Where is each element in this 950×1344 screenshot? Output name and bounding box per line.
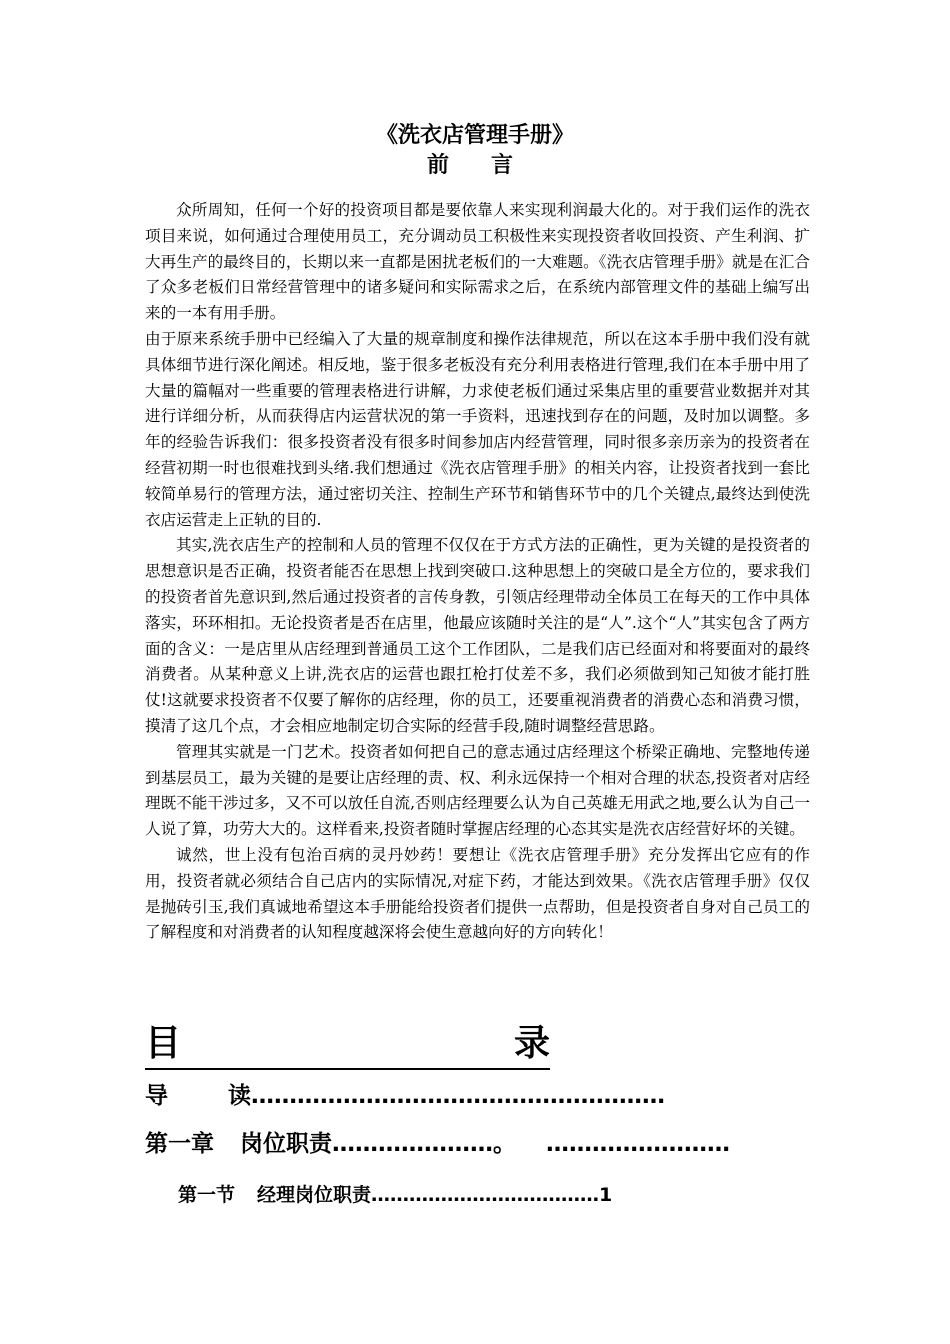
preface-body	[145, 198, 810, 946]
toc-heading-left: 目	[145, 1023, 182, 1064]
toc-leader: ……………………	[546, 1131, 730, 1157]
paragraph: 众所周知，任何一个好的投资项目都是要依靠人来实现利润最大化的。对于我们运作的洗衣项目来说，如何通过合理使用员工，充分调动员工积极性来实现投资者收回投资、产生利润、扩大再生产的最终目的，长期以来一直都是困扰老板们的一大难题。《洗衣店管理手册》就是在汇合了众多老板们日常经营管理中的诸多疑问和实际需求之后，在系统内部管理文件的基础上编写出来的一本有用手册。	[145, 201, 810, 323]
toc-leader: ………………………………………………	[251, 1083, 665, 1109]
toc-heading	[145, 1022, 550, 1070]
toc-page-number: 1	[599, 1184, 613, 1206]
toc-label: 第一章	[145, 1131, 214, 1157]
document-title: 《洗衣店管理手册》	[375, 122, 574, 148]
preface-heading: 前 言	[426, 152, 523, 178]
toc-heading-right: 录	[513, 1023, 550, 1064]
paragraph: 其实,洗衣店生产的控制和人员的管理不仅仅在于方式方法的正确性，更为关键的是投资者的思想意识是否正确，投资者能否在思想上找到突破口.这种思想上的突破口是全方位的，要求我们的投资者首先意识到,然后通过投资者的言传身教，引领店经理带动全体员工在每天的工作中具体落实，环环相扣。无论投资者是否在店里，他最应该随时关注的是“人”.这个“人”其实包含了两方面的含义：一是店里从店经理到普通员工这个工作团队，二是我们店已经面对和将要面对的最终消费者。从某种意义上讲,洗衣店的运营也跟扛枪打仗差不多，我们必须做到知己知彼才能打胜仗!这就要求投资者不仅要了解你的店经理，你的员工，还要重视消费者的消费心态和消费习惯，摸清了这几个点，才会相应地制定切合实际的经营手段,随时调整经营思路。	[145, 536, 810, 735]
toc-leader: …………………。	[332, 1131, 516, 1157]
toc-entry-section-1[interactable]	[178, 1180, 612, 1210]
paragraph: 诚然，世上没有包治百病的灵丹妙药！要想让《洗衣店管理手册》充分发挥出它应有的作用，投资者就必须结合自己店内的实际情况,对症下药，才能达到效果。《洗衣店管理手册》仅仅是抛砖引玉,我们真诚地希望这本手册能给投资者们提供一点帮助，但是投资者自身对自己员工的了解程度和对消费者的认知程度越深将会使生意越向好的方向转化！	[145, 845, 810, 942]
toc-label: 岗位职责	[240, 1131, 332, 1157]
toc-entry-chapter-1[interactable]	[145, 1128, 730, 1160]
toc-entry-intro[interactable]	[145, 1080, 665, 1112]
toc-leader: ………………………………	[371, 1184, 600, 1206]
paragraph: 管理其实就是一门艺术。投资者如何把自己的意志通过店经理这个桥梁正确地、完整地传递到基层员工，最为关键的是要让店经理的责、权、利永远保持一个相对合理的状态,投资者对店经理既不能干涉过多，又不可以放任自流,否则店经理要么认为自己英雄无用武之地,要么认为自己一人说了算，功劳大大的。这样看来,投资者随时掌握店经理的心态其实是洗衣店经营好坏的关键。	[145, 742, 810, 839]
toc-label: 导	[145, 1083, 168, 1109]
toc-label: 经理岗位职责	[257, 1184, 372, 1206]
toc-label: 第一节	[178, 1184, 236, 1206]
toc-label: 读	[228, 1083, 251, 1109]
paragraph: 由于原来系统手册中已经编入了大量的规章制度和操作法律规范，所以在这本手册中我们没有就具体细节进行深化阐述。相反地，鉴于很多老板没有充分利用表格进行管理,我们在本手册中用了大量的篇幅对一些重要的管理表格进行讲解，力求使老板们通过采集店里的重要营业数据并对其进行详细分析，从而获得店内运营状况的第一手资料，迅速找到存在的问题，及时加以调整。多年的经验告诉我们：很多投资者没有很多时间参加店内经营管理，同时很多亲历亲为的投资者在经营初期一时也很难找到头绪.我们想通过《洗衣店管理手册》的相关内容，让投资者找到一套比较简单易行的管理方法，通过密切关注、控制生产环节和销售环节中的几个关键点,最终达到使洗衣店运营走上正轨的目的.	[145, 329, 810, 529]
